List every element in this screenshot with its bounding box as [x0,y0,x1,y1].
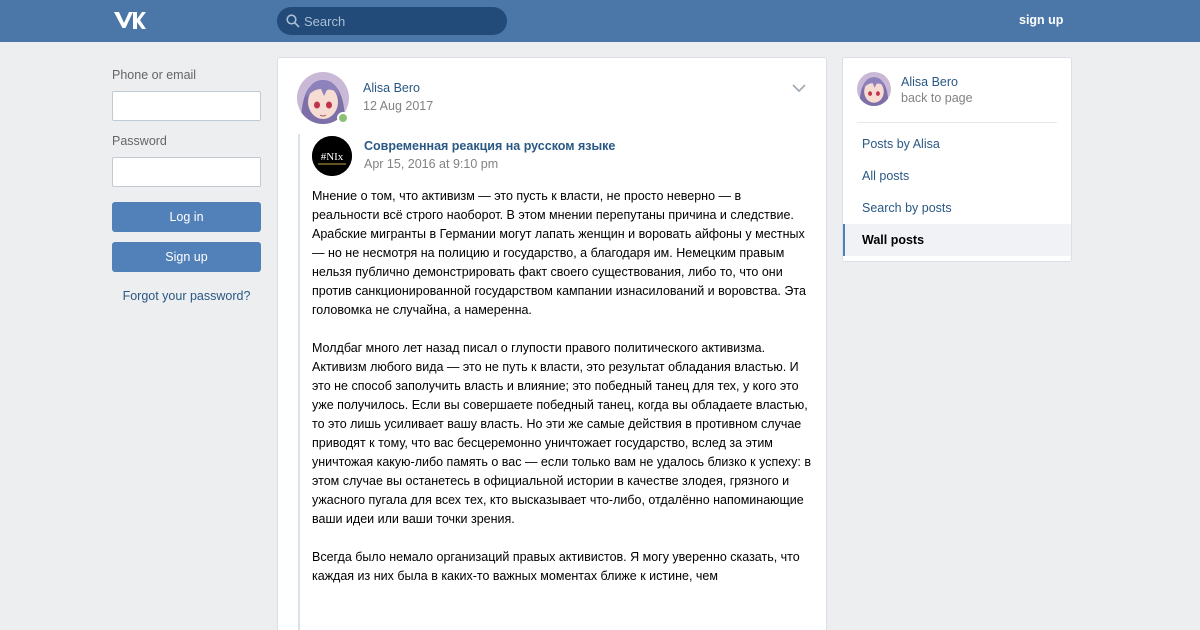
repost-avatar-text: #NIx [320,151,344,163]
chevron-down-icon[interactable] [791,82,807,94]
post-text [312,187,812,605]
top-header [0,0,1200,42]
wall-sidebar [842,57,1072,262]
sidebar-menu [843,128,1071,256]
repost-date[interactable]: Apr 15, 2016 at 9:10 pm [364,157,499,171]
forgot-password-link[interactable]: Forgot your password? [122,289,251,303]
sidebar-avatar[interactable] [857,72,891,106]
sidebar-item-posts-by-alisa[interactable]: Posts by Alisa [862,137,940,151]
repost-avatar[interactable] [312,136,352,176]
repost-divider [298,134,300,630]
author-avatar[interactable] [297,72,349,124]
online-status-icon [337,112,349,124]
sidebar-item-all-posts[interactable]: All posts [862,169,910,183]
signup-button[interactable]: Sign up [112,242,261,272]
search-input[interactable] [304,7,499,35]
anime-girl-avatar-icon [857,72,891,106]
search-box[interactable] [277,7,507,35]
post-date[interactable]: 12 Aug 2017 [363,99,434,113]
header-signup-link[interactable]: sign up [1019,13,1064,27]
post-author-name[interactable]: Alisa Bero [363,81,420,95]
password-label: Password [112,134,167,148]
password-input[interactable] [112,157,261,187]
vk-logo-icon[interactable] [112,10,146,32]
login-button[interactable]: Log in [112,202,261,232]
sidebar-user-name[interactable]: Alisa Bero [901,75,958,89]
search-icon [286,14,300,28]
post-paragraph: Молдбаг много лет назад писал о глупости правого политического активизма. Активизм любого вида — это не путь к власти, это результат обладания властью. И это не способ заполучить власть и влияние; это победный танец для тех, у кого это уже получилось. Если вы совершаете победный танец, когда вы обладаете властью, то это лишь усиливает вашу власть. Но эти же самые действия в противном случае приводят к тому, что вас бесцеремонно уничтожает государство, вслед за этим уничтожая какую-либо память о вас — если только вам не удалось близко к успеху: в этом случае вы останетесь в официальной истории в качестве злодея, грязного и ужасного пугала для всех тех, кто высказывает что-либо, отдалённо напоминающие ваши идеи или ваши точки зрения. [312,341,811,526]
post-paragraph: Мнение о том, что активизм — это пусть к власти, не просто неверно — в реальности всё строго наоборот. В этом мнении перепутаны причина и следствие. Арабские мигранты в Германии могут лапать женщин и воровать айфоны у местных — но не несмотря на полицию и государство, а благодаря им. Немецким правым нельзя публично демонстрировать факт своего существования, либо то, что они против санкционированной государством кампании изнасилований и воровства. Эта головомка не случайна, а намеренна. [312,189,806,317]
phone-input[interactable] [112,91,261,121]
sidebar-divider [857,122,1057,123]
nix-logo-icon [312,136,352,176]
sidebar-item-wall-posts[interactable]: Wall posts [843,224,1071,256]
sidebar-item-search-posts[interactable]: Search by posts [862,201,952,215]
phone-label: Phone or email [112,68,197,82]
back-to-page-link[interactable]: back to page [901,91,973,105]
wall-post [277,57,827,630]
post-paragraph: Всегда было немало организаций правых активистов. Я могу уверенно сказать, что каждая из них была в каких-то важных моментах ближе к истине, чем [312,550,800,583]
repost-source-name[interactable]: Современная реакция на русском языке [364,139,616,153]
